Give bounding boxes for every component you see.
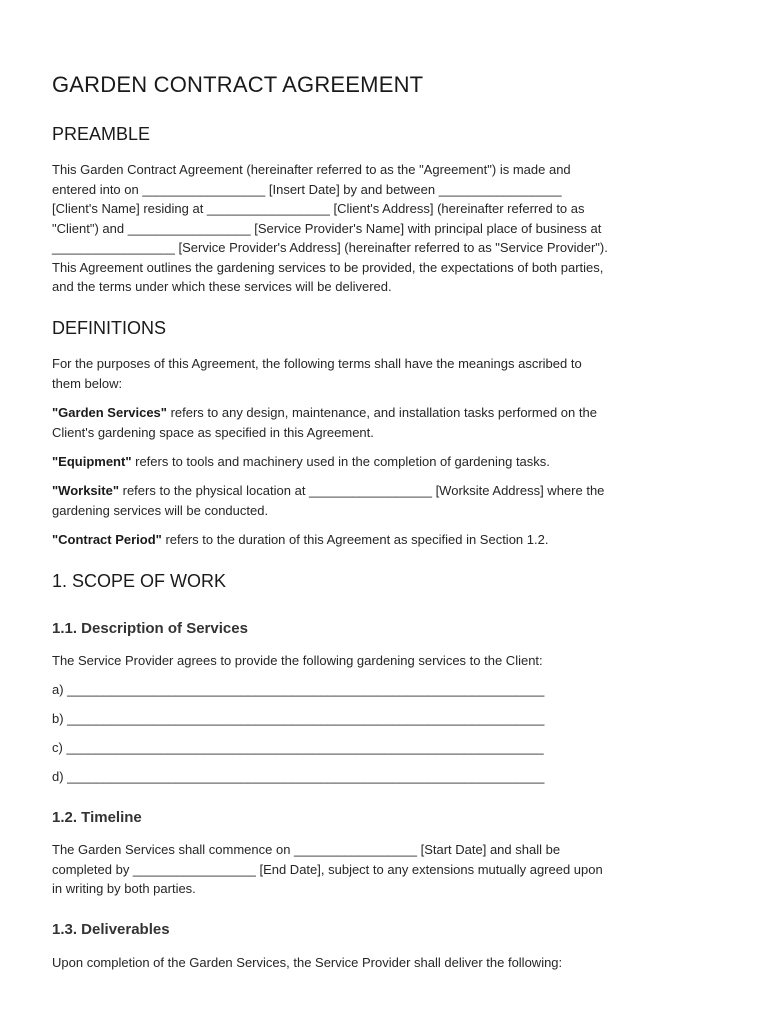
deliverables-heading: 1.3. Deliverables bbox=[52, 921, 170, 938]
preamble-line: This Agreement outlines the gardening services to be provided, the expectations of both parties, bbox=[52, 259, 604, 275]
definition-term: "Contract Period" bbox=[52, 532, 162, 547]
definition-contract-period bbox=[52, 530, 720, 550]
preamble-heading: PREAMBLE bbox=[52, 124, 151, 144]
service-item-b: b) __________________________________________________________________ bbox=[52, 711, 545, 726]
preamble-line: _________________ [Service Provider's Address] (hereinafter referred to as "Service Provider"). bbox=[52, 240, 608, 255]
definition-term: "Garden Services" bbox=[52, 405, 167, 420]
definition-equipment bbox=[52, 452, 720, 472]
scope-heading: 1. SCOPE OF WORK bbox=[52, 571, 227, 591]
description-heading: 1.1. Description of Services bbox=[52, 620, 248, 637]
preamble-line: and the terms under which these services will be delivered. bbox=[52, 279, 392, 294]
preamble-line: This Garden Contract Agreement (hereinafter referred to as the "Agreement") is made and bbox=[52, 162, 571, 177]
timeline-paragraph bbox=[52, 840, 720, 899]
definition-term: "Equipment" bbox=[52, 454, 132, 469]
definition-text: gardening services will be conducted. bbox=[52, 502, 269, 518]
description-intro: The Service Provider agrees to provide the following gardening services to the Client: bbox=[52, 653, 543, 668]
document-title: GARDEN CONTRACT AGREEMENT bbox=[52, 72, 424, 97]
timeline-line: completed by _________________ [End Date], subject to any extensions mutually agreed upon bbox=[52, 861, 603, 877]
definition-text: Client's gardening space as specified in this Agreement. bbox=[52, 424, 374, 440]
definition-term: "Worksite" bbox=[52, 483, 119, 498]
preamble-paragraph bbox=[52, 160, 720, 297]
timeline-heading: 1.2. Timeline bbox=[52, 809, 142, 826]
deliverables-intro: Upon completion of the Garden Services, the Service Provider shall deliver the following: bbox=[52, 955, 563, 970]
definition-text: refers to any design, maintenance, and installation tasks performed on the bbox=[166, 405, 597, 420]
definition-text: refers to the duration of this Agreement as specified in Section 1.2. bbox=[161, 532, 549, 547]
service-item-a: a) __________________________________________________________________ bbox=[52, 682, 545, 697]
definitions-heading: DEFINITIONS bbox=[52, 318, 167, 338]
service-item-c: c) __________________________________________________________________ bbox=[52, 740, 544, 755]
definition-worksite bbox=[52, 481, 720, 520]
definition-text: refers to the physical location at _________________ [Worksite Address] where the bbox=[119, 483, 605, 498]
definitions-intro-line: For the purposes of this Agreement, the following terms shall have the meanings ascribed to bbox=[52, 356, 582, 371]
definition-garden-services bbox=[52, 403, 720, 442]
timeline-line: The Garden Services shall commence on _________________ [Start Date] and shall be bbox=[52, 842, 561, 857]
service-item-d: d) __________________________________________________________________ bbox=[52, 769, 545, 784]
preamble-line: entered into on _________________ [Insert Date] by and between _________________ bbox=[52, 181, 562, 197]
definition-text: refers to tools and machinery used in the completion of gardening tasks. bbox=[131, 454, 550, 469]
preamble-line: "Client") and _________________ [Service Provider's Name] with principal place of business at bbox=[52, 220, 602, 236]
timeline-line: in writing by both parties. bbox=[52, 881, 196, 896]
definitions-intro bbox=[52, 354, 720, 393]
preamble-line: [Client's Name] residing at _________________ [Client's Address] (hereinafter referred to as bbox=[52, 201, 585, 216]
definitions-intro-line: them below: bbox=[52, 375, 123, 391]
